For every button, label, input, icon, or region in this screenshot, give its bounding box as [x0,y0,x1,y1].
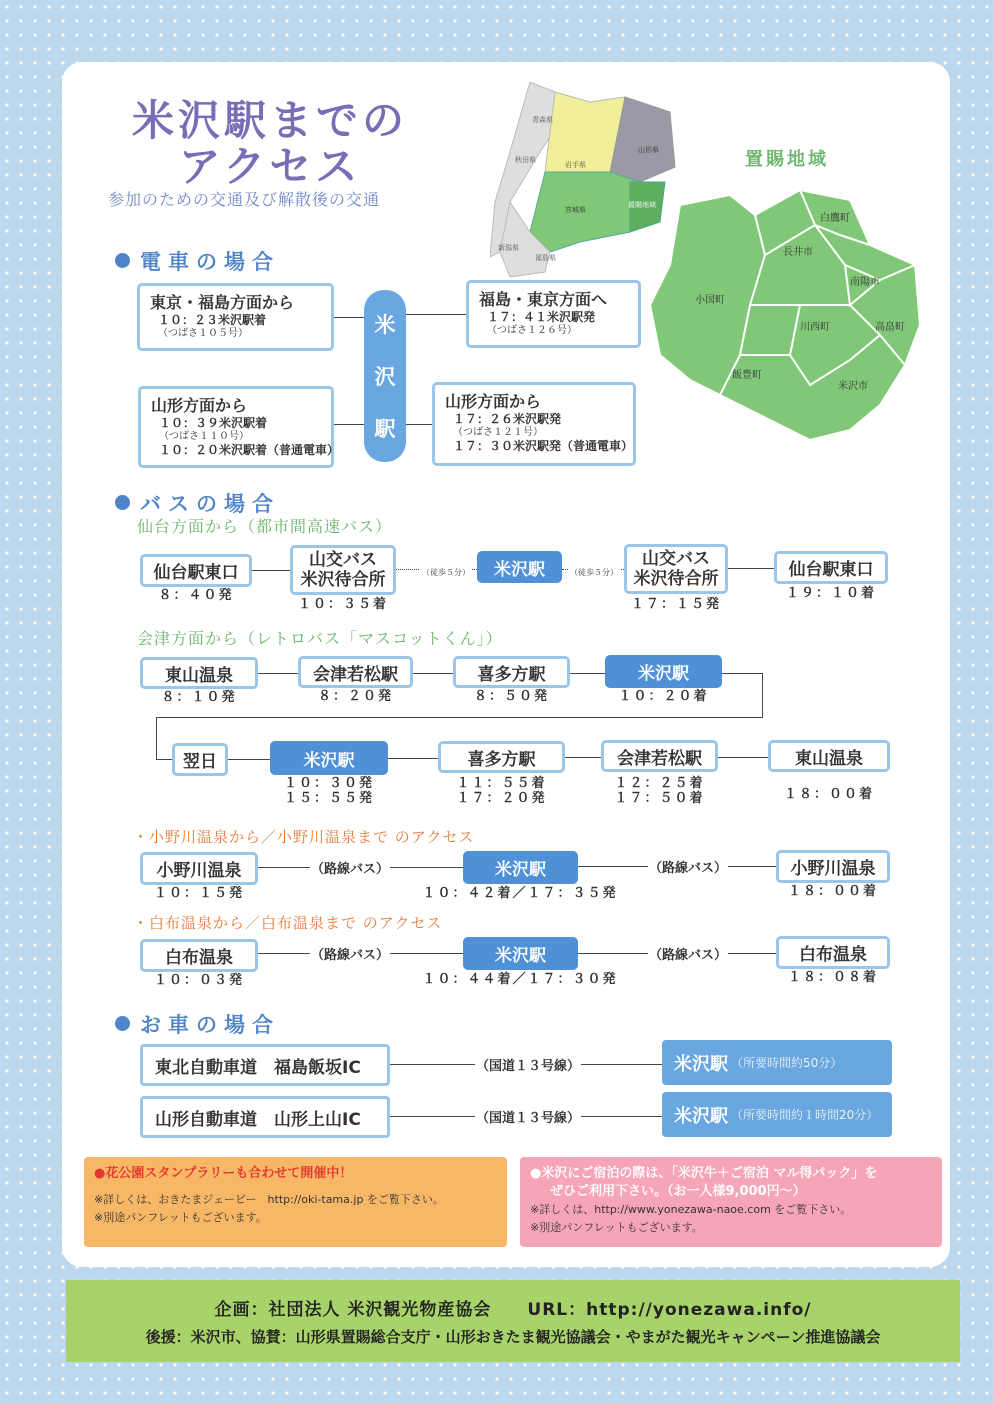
route-label: （路線バス） [310,858,390,877]
map-label-nanyo: 南陽市 [850,277,880,288]
sendai-subheading: 仙台方面から（都市間高速バス） [137,517,393,536]
stop-time: １７：１５発 [630,597,721,612]
onogawa-subheading: ・小野川温泉から／小野川温泉まで のアクセス [133,828,475,846]
walk-note: （徒歩５分） [422,568,470,577]
map-label-iwate: 岩手県 [565,161,586,169]
connector-line [334,424,364,425]
stop-higashiyama: 東山温泉 [140,657,258,689]
stop-sendai-east: 仙台駅東口 [140,554,252,587]
connector-line [406,314,466,315]
shirabu-subheading: ・白布温泉から／白布温泉まで のアクセス [133,914,443,932]
stop-aizuwakamatsu: 会津若松駅 [601,740,718,772]
connector-line [156,717,157,759]
connector-line [722,673,762,674]
connector-line [413,673,453,674]
stop-time: １０：４４着／１７：３０発 [422,972,618,987]
footer-sponsors: 後援：米沢市、協賛：山形県置賜総合支庁・山形おきたま観光協議会・やまがた観光キャンペーン推進協議会 [145,1328,881,1346]
okitama-map [650,185,925,450]
map-label-iide: 飯豊町 [732,370,762,381]
stop-time: ８：１０発 [161,690,237,705]
connector-line [388,758,438,759]
connector-line [334,317,364,318]
connector-line [728,568,774,569]
stop-onogawa: 小野川温泉 [776,850,890,883]
car-origin-yamagata-kaminoyama: 山形自動車道 山形上山IC [140,1096,390,1138]
footer-organizer: 企画：社団法人 米沢観光物産協会 URL：http://yonezawa.info/ [214,1300,812,1320]
stop-time: ８：２０発 [317,689,393,704]
route-label: （路線バス） [648,944,728,963]
map-label-okitama: 置賜地域 [628,201,656,209]
yonezawa-station-badge: 米 沢 駅 [364,290,406,462]
bullet-icon [115,495,130,510]
stop-sanko-bus: 山交バス 米沢待合所 [624,544,728,594]
car-origin-fukushima-iizaka: 東北自動車道 福島飯坂IC [140,1044,390,1086]
map-label-yamagata: 山形県 [638,146,659,154]
map-label-yonezawa: 米沢市 [838,381,868,392]
bullet-icon [115,1016,130,1031]
next-day-label: 翌日 [172,743,228,776]
stop-sendai-east: 仙台駅東口 [774,551,888,584]
stop-time: １０：０３発 [153,973,244,988]
train-heading: 電車の場合 [115,246,280,276]
map-label-miyagi: 宮城県 [565,206,586,214]
car-destination-yonezawa: 米沢駅 （所要時間約１時間20分） [662,1092,892,1137]
train-from-tokyo: 東京・福島方面から １０：２３米沢駅着 （つばさ１０５号） [137,283,334,351]
car-route-label: （国道１３号線） [475,1055,581,1074]
map-label-nagai: 長井市 [783,247,813,258]
connector-line [228,759,270,760]
connector-line [406,424,432,425]
map-label-akita: 秋田県 [515,156,536,164]
stop-yonezawa: 米沢駅 [463,937,578,970]
stop-time: １０：２０着 [618,689,709,704]
stop-yonezawa: 米沢駅 [270,741,388,775]
car-destination-yonezawa: 米沢駅 （所要時間約50分） [662,1040,892,1085]
bullet-icon [115,253,130,268]
car-route-label: （国道１３号線） [475,1107,581,1126]
map-label-niigata: 新潟県 [498,244,519,252]
map-label-fukushima: 福島県 [535,254,556,262]
walk-note: （徒歩５分） [570,568,618,577]
stop-time: １８：００着 [783,787,874,802]
footer-banner [66,1280,960,1362]
train-from-yamagata-arrive: 山形方面から １０：３９米沢駅着 （つばさ１１０号） １０：２０米沢駅着（普通電車） [138,386,334,468]
page-subtitle: 参加のための交通及び解散後の交通 [108,190,381,209]
stamp-rally-info: ●花公園スタンプラリーも合わせて開催中！ ※詳しくは、おきたまジェーピー http://oki-tama.jp をご覧下さい。 ※別途パンフレットもございます。 [84,1157,507,1247]
region-title: 置賜地域 [745,149,829,170]
stop-yonezawa: 米沢駅 [463,851,578,884]
stay-package-info: ●米沢にご宿泊の際は、「米沢牛＋ご宿泊 マル得パック」を ぜひご利用下さい。（お一人様9,000円～） ※詳しくは、http://www.yonezawa-naoe.com をご覧下さい。 ※別途パンフレットもございます。 [520,1157,942,1247]
stop-time: ８：４０発 [158,588,234,603]
map-label-oguni: 小国町 [695,295,725,306]
stop-time: １８：００着 [787,884,878,899]
train-from-yamagata-depart: 山形方面から １７：２６米沢駅発 （つばさ１２１号） １７：３０米沢駅発（普通電車） [432,382,636,466]
connector-line [570,673,605,674]
connector-line [156,759,172,760]
connector-line [156,717,763,718]
stop-sanko-bus: 山交バス 米沢待合所 [290,545,396,595]
map-label-takahata: 高畠町 [875,322,905,333]
page-title: 米沢駅までの アクセス [131,96,408,191]
stop-time: １０：３０発 １５：５５発 [283,776,374,806]
stop-time: １８：０８着 [787,970,878,985]
stop-kitakata: 喜多方駅 [438,741,565,773]
stop-time: ８：５０発 [473,689,549,704]
map-label-shirataka: 白鷹町 [820,213,850,224]
stop-time: １２：２５着 １７：５０着 [614,776,705,806]
stop-aizuwakamatsu: 会津若松駅 [298,656,413,688]
connector-line [762,673,763,717]
connector-line [718,757,768,758]
stop-time: １１：５５着 １７：２０発 [456,776,547,806]
stop-onogawa: 小野川温泉 [140,852,258,885]
stop-time: １０：３５着 [297,597,388,612]
stop-kitakata: 喜多方駅 [453,656,570,688]
stop-yonezawa: 米沢駅 [605,655,722,688]
connector-line [258,673,298,674]
stop-higashiyama: 東山温泉 [768,740,890,772]
map-label-kawanishi: 川西町 [800,322,830,333]
stop-time: １９：１０着 [785,586,876,601]
stop-time: １０：１５発 [153,886,244,901]
stop-yonezawa: 米沢駅 [477,551,562,583]
connector-line [565,757,601,758]
aizu-subheading: 会津方面から（レトロバス「マスコットくん」） [137,629,503,648]
route-label: （路線バス） [648,857,728,876]
stop-shirabu: 白布温泉 [140,939,258,972]
bus-heading: バスの場合 [115,488,280,518]
car-heading: お車の場合 [115,1009,280,1039]
stop-shirabu: 白布温泉 [776,936,890,969]
train-to-fukushima: 福島・東京方面へ １７：４１米沢駅発 （つばさ１２６号） [466,280,641,348]
stop-time: １０：４２着／１７：３５発 [422,886,618,901]
connector-line [250,570,290,571]
map-label-aomori: 青森県 [532,116,553,124]
route-label: （路線バス） [310,944,390,963]
